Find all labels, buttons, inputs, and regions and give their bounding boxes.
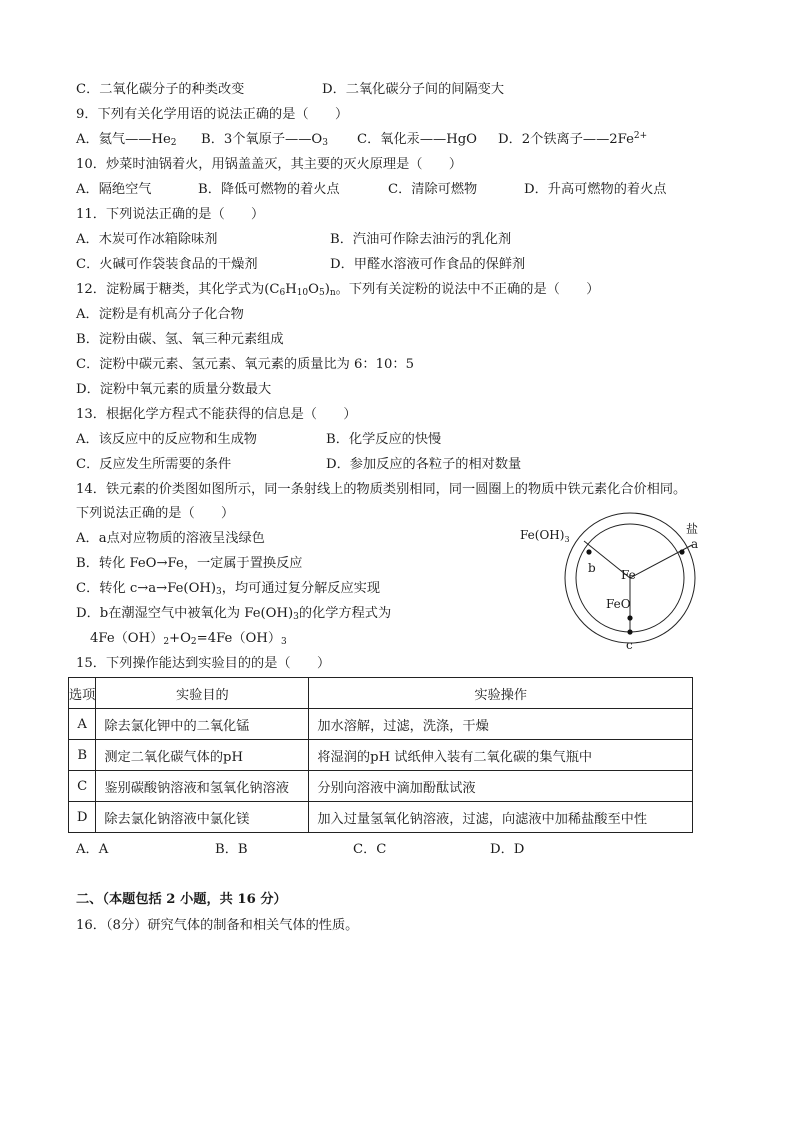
q14-option-b: B．转化 FeO→Fe，一定属于置换反应 <box>76 556 303 571</box>
q13-option-a: A．该反应中的反应物和生成物 <box>76 432 257 447</box>
q14-stem-line1: 14．铁元素的价类图如图所示，同一条射线上的物质类别相同，同一圆圈上的物质中铁元素化合价相同。 <box>76 482 687 497</box>
table-row <box>69 771 693 802</box>
q14-equation: $4Fe(OH)_2+O_2=4Fe(OH)_3$ <box>90 631 287 647</box>
q9-option-a: A．氦气$——He_2$ <box>76 132 177 148</box>
q10-option-d: D．升高可燃物的着火点 <box>524 182 667 197</box>
iron-valence-diagram <box>510 505 720 653</box>
q11-option-d: D．甲醛水溶液可作食品的保鲜剂 <box>330 257 526 272</box>
q11-stem: 11．下列说法正确的是（ ） <box>76 207 265 222</box>
table-row <box>69 709 693 740</box>
table-cell: 加水溶解，过滤，洗涤，干燥 <box>309 709 693 740</box>
q13-stem: 13．根据化学方程式不能获得的信息是（ ） <box>76 407 357 422</box>
table-row <box>69 740 693 771</box>
q13-option-c: C．反应发生所需要的条件 <box>76 457 232 472</box>
q14-option-c: C．转化 $c\to a\to Fe(OH)_3$，均可通过复分解反应实现 <box>76 581 381 597</box>
label-salt: 盐 <box>686 522 699 536</box>
experiment-table <box>68 677 693 833</box>
q15-answer-c: C．C <box>353 842 387 857</box>
q8-option-d: D．二氧化碳分子间的间隔变大 <box>322 82 505 97</box>
table-cell: A <box>69 709 96 740</box>
label-a: a <box>691 537 699 551</box>
table-cell: 加入过量氢氧化钠溶液，过滤，向滤液中加稀盐酸至中性 <box>309 802 693 833</box>
q12-option-b: B．淀粉由碳、氢、氧三种元素组成 <box>76 332 284 347</box>
table-cell: B <box>69 740 96 771</box>
q9-option-b: B．3个氧原子$——O_3$ <box>201 132 328 148</box>
q8-options <box>76 81 244 99</box>
q11-option-a: A．木炭可作冰箱除味剂 <box>76 232 218 247</box>
q16-stem: 16．（8分）研究气体的制备和相关气体的性质。 <box>76 918 359 933</box>
table-header-cell: 选项 <box>69 678 96 709</box>
q15-answer-d: D．D <box>490 842 525 857</box>
table-cell: 测定二氧化碳气体的pH <box>96 740 309 771</box>
table-header-row <box>69 678 693 709</box>
q8-option-c: C．二氧化碳分子的种类改变 <box>76 82 245 97</box>
q10-stem: 10．炒菜时油锅着火，用锅盖盖灭，其主要的灭火原理是（ ） <box>76 157 463 172</box>
q12-option-c: C．淀粉中碳元素、氢元素、氧元素的质量比为 6：10：5 <box>76 357 414 372</box>
point-b <box>586 549 591 554</box>
q14-option-d: D．b在潮湿空气中被氧化为 $Fe(OH)_3$的化学方程式为 <box>76 606 392 622</box>
q12-option-a: A．淀粉是有机高分子化合物 <box>76 307 244 322</box>
q15-answer-b: B．B <box>215 842 248 857</box>
table-cell: 除去氯化钾中的二氧化锰 <box>96 709 309 740</box>
q13-option-d: D．参加反应的各粒子的相对数量 <box>326 457 522 472</box>
label-feo: FeO <box>606 597 631 611</box>
table-cell: 将湿润的pH 试纸伸入装有二氧化碳的集气瓶中 <box>309 740 693 771</box>
table-header-cell: 实验目的 <box>96 678 309 709</box>
q14-stem-line2: 下列说法正确的是（ ） <box>76 506 235 521</box>
table-cell: C <box>69 771 96 802</box>
q15-answer-a: A．A <box>76 842 109 857</box>
q11-option-b: B．汽油可作除去油污的乳化剂 <box>330 232 512 247</box>
q13-option-b: B．化学反应的快慢 <box>326 432 442 447</box>
q10-option-a: A．隔绝空气 <box>76 182 152 197</box>
table-row <box>69 802 693 833</box>
point-c <box>627 629 632 634</box>
q10-option-c: C．清除可燃物 <box>388 182 478 197</box>
q12-option-d: D．淀粉中氧元素的质量分数最大 <box>76 382 272 397</box>
label-feoh3: $Fe(OH)_3$ <box>520 528 570 544</box>
q14-option-a: A．a点对应物质的溶液呈浅绿色 <box>76 531 265 546</box>
table-cell: D <box>69 802 96 833</box>
label-c: c <box>626 638 633 652</box>
section-2-title: 二、（本题包括 2 小题，共 16 分） <box>76 892 287 907</box>
q12-stem: 12．淀粉属于糖类，其化学式为$(C_6H_{10}O_5)_n$。下列有关淀粉的说法中不正确的是（ ） <box>76 282 600 298</box>
q10-option-b: B．降低可燃物的着火点 <box>198 182 340 197</box>
q11-option-c: C．火碱可作袋装食品的干燥剂 <box>76 257 258 272</box>
table-cell: 鉴别碳酸钠溶液和氢氧化钠溶液 <box>96 771 309 802</box>
label-fe: Fe <box>621 568 636 582</box>
point-a <box>679 549 684 554</box>
table-cell: 除去氯化钠溶液中氯化镁 <box>96 802 309 833</box>
q9-option-d: D．2个铁离子$——2Fe^{2+}$ <box>498 131 648 147</box>
point-feo <box>627 615 632 620</box>
label-b: b <box>588 561 596 575</box>
q15-stem: 15．下列操作能达到实验目的的是（ ） <box>76 656 331 671</box>
table-cell: 分别向溶液中滴加酚酞试液 <box>309 771 693 802</box>
q9-stem: 9．下列有关化学用语的说法正确的是（ ） <box>76 107 349 122</box>
q9-option-c: C．氧化汞——HgO <box>357 132 477 147</box>
table-header-cell: 实验操作 <box>309 678 693 709</box>
